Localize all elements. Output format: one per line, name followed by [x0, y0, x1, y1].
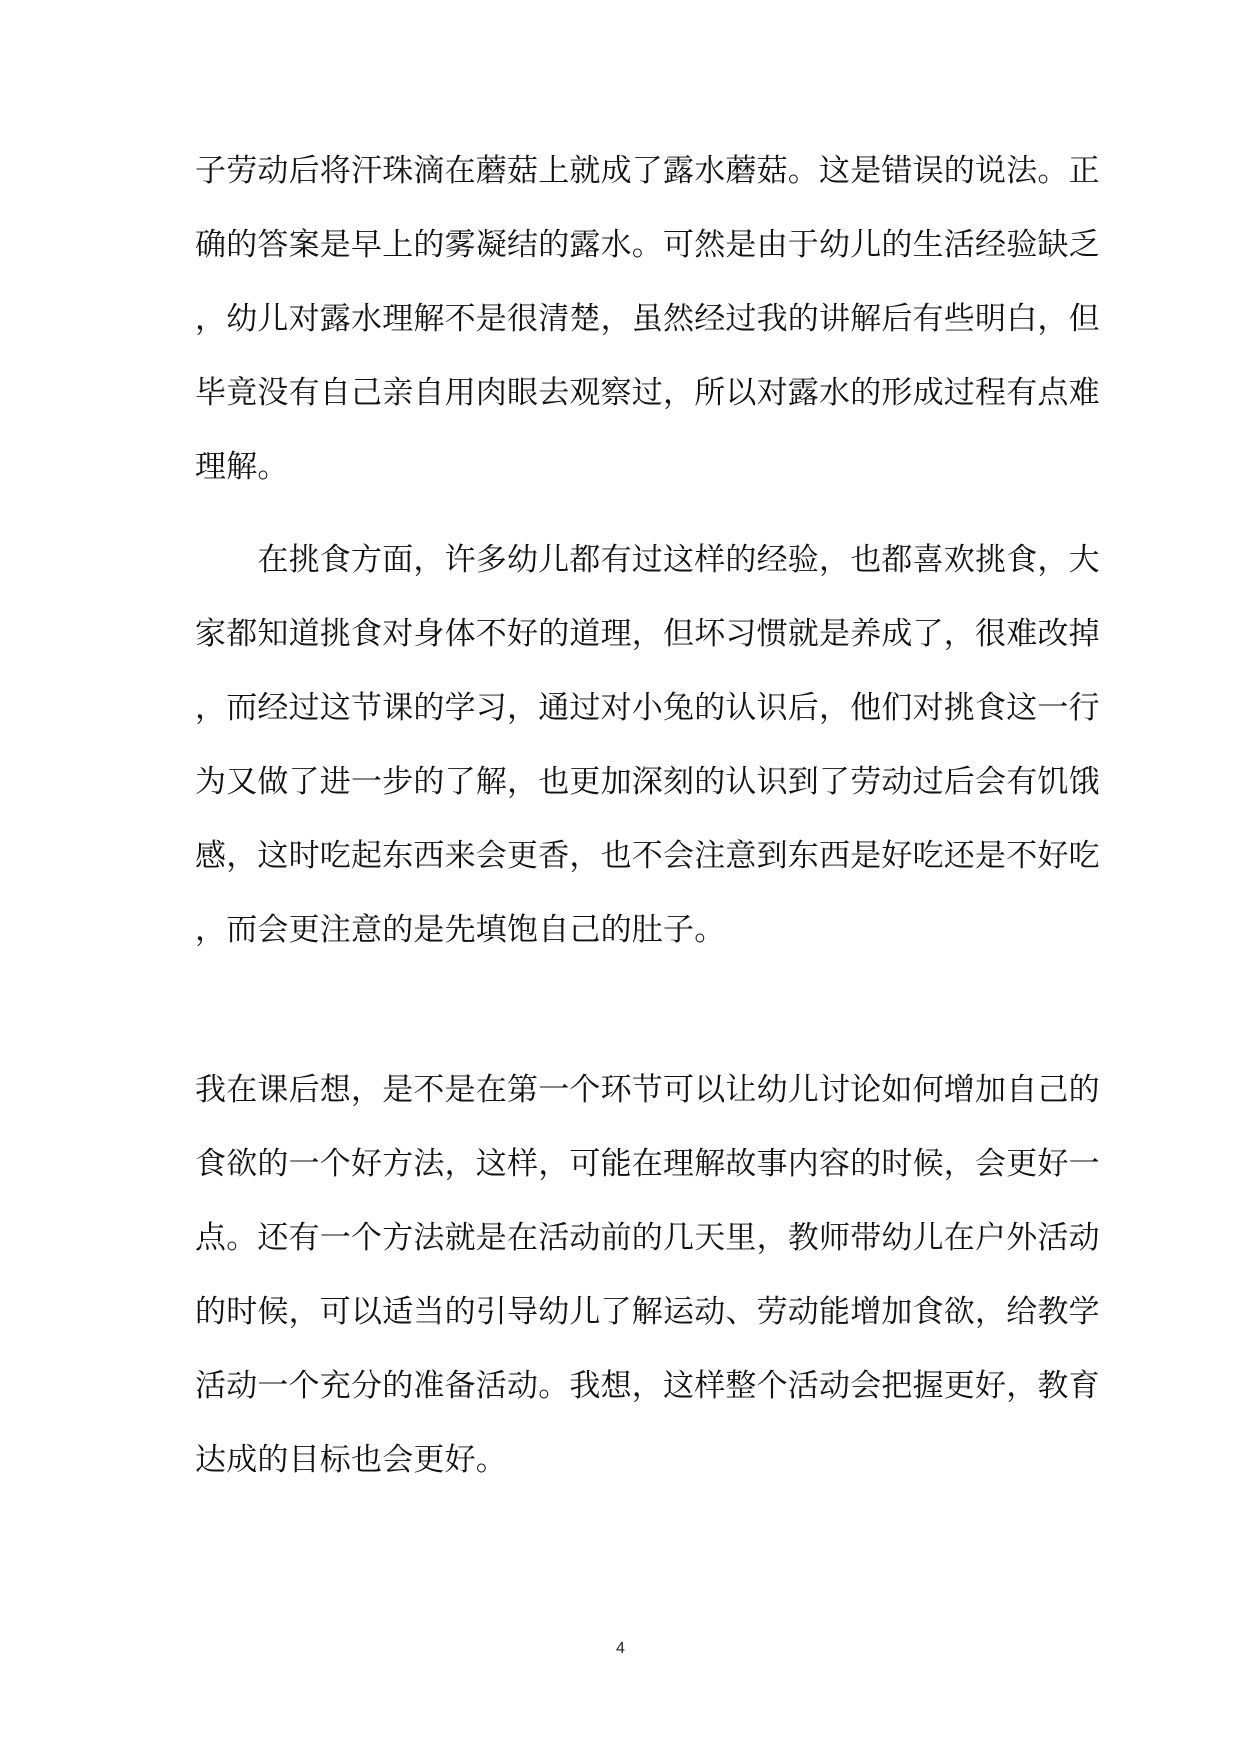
paragraph-line: 为又做了进一步的了解，也更加深刻的认识到了劳动过后会有饥饿	[195, 764, 1100, 800]
paragraph-3	[195, 1053, 1100, 1497]
paragraph-line: 子劳动后将汗珠滴在蘑菇上就成了露水蘑菇。这是错误的说法。正	[195, 153, 1100, 189]
paragraph-line: 点。还有一个方法就是在活动前的几天里，教师带幼儿在户外活动	[195, 1220, 1100, 1256]
paragraph-2	[195, 523, 1100, 967]
paragraph-1	[195, 134, 1100, 504]
paragraph-line: ，而会更注意的是先填饱自己的肚子。	[195, 912, 726, 948]
paragraph-line: 活动一个充分的准备活动。我想，这样整个活动会把握更好，教育	[195, 1368, 1100, 1404]
paragraph-line: 感，这时吃起东西来会更香，也不会注意到东西是好吃还是不好吃	[195, 838, 1100, 874]
paragraph-line: 理解。	[195, 449, 289, 485]
paragraph-line: ，幼儿对露水理解不是很清楚，虽然经过我的讲解后有些明白，但	[195, 301, 1100, 337]
paragraph-line: 食欲的一个好方法，这样，可能在理解故事内容的时候，会更好一	[195, 1146, 1100, 1182]
paragraph-line: 达成的目标也会更好。	[195, 1442, 507, 1478]
paragraph-line: 的时候，可以适当的引导幼儿了解运动、劳动能增加食欲，给教学	[195, 1294, 1100, 1330]
paragraph-line: ，而经过这节课的学习，通过对小兔的认识后，他们对挑食这一行	[195, 690, 1100, 726]
page-number: 4	[616, 1640, 625, 1657]
paragraph-line: 在挑食方面，许多幼儿都有过这样的经验，也都喜欢挑食，大	[195, 542, 1100, 578]
paragraph-line: 毕竟没有自己亲自用肉眼去观察过，所以对露水的形成过程有点难	[195, 375, 1100, 411]
paragraph-line: 确的答案是早上的雾凝结的露水。可然是由于幼儿的生活经验缺乏	[195, 227, 1100, 263]
paragraph-line: 家都知道挑食对身体不好的道理，但坏习惯就是养成了，很难改掉	[195, 616, 1100, 652]
paragraph-line: 我在课后想，是不是在第一个环节可以让幼儿讨论如何增加自己的	[195, 1072, 1100, 1108]
